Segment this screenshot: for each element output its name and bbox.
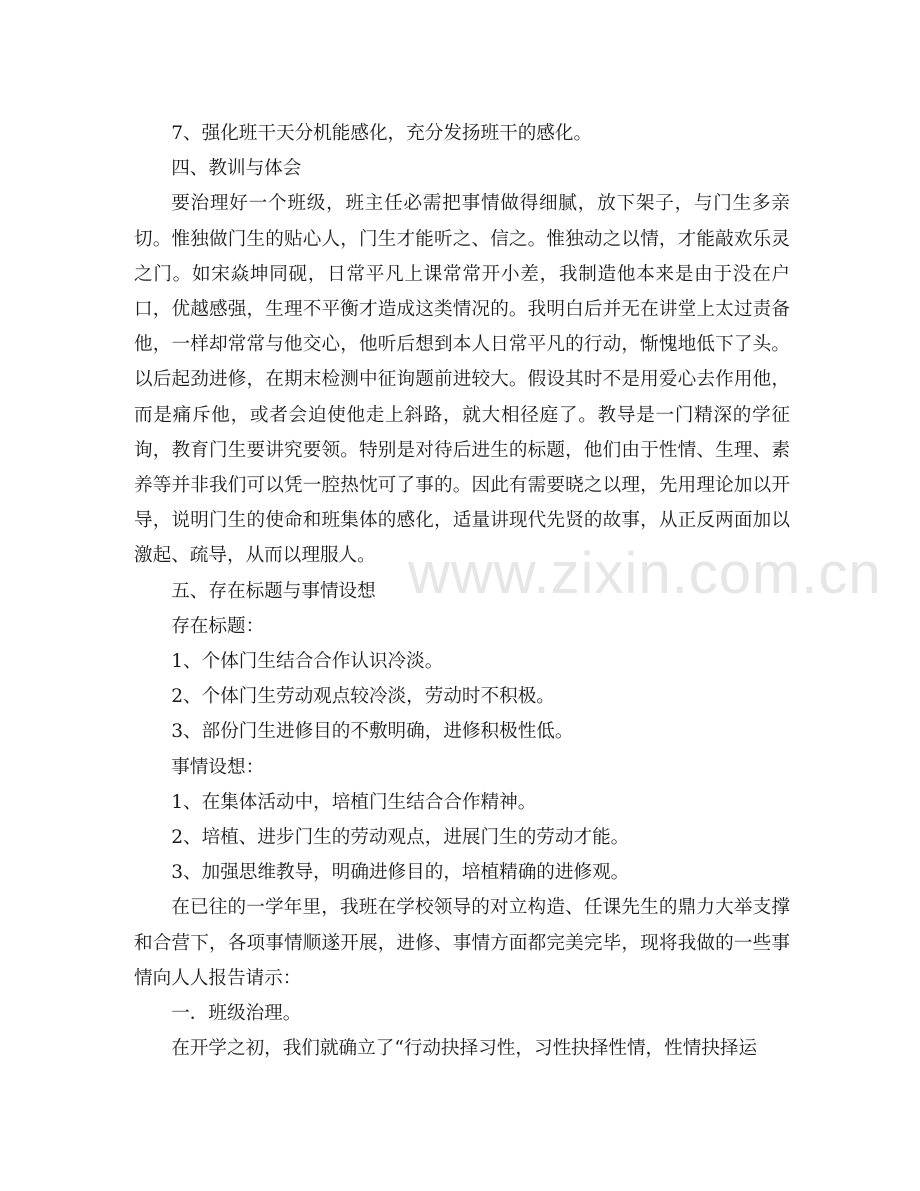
section-heading-problems: 五、存在标题与事情设想 [171,580,376,602]
plan-item-3: 3、加强思维教导，明确进修目的，培植精确的进修观。 [171,862,630,884]
paragraph-class-management: 在开学之初，我们就确立了“行动抉择习性，习性抉择性情，性情抉择运 [171,1038,758,1060]
plan-item-2: 2、培植、进步门生的劳动观点，进展门生的劳动才能。 [171,827,630,849]
subheading-plans: 事情设想： [171,756,265,778]
watermark-text: www.zixin.com.cn [408,541,882,606]
subheading-problems: 存在标题： [171,615,265,637]
problem-item-3: 3、部份门生进修目的不敷明确，进修积极性低。 [171,721,574,743]
paragraph-item-7: 7、强化班干天分机能感化，充分发扬班干的感化。 [171,123,593,144]
problem-item-1: 1、个体门生结合合作认识冷淡。 [171,651,444,673]
document-body [134,116,790,1066]
problem-item-2: 2、个体门生劳动观点较冷淡，劳动时不积极。 [171,686,555,708]
plan-item-1: 1、在集体活动中，培植门生结合合作精神。 [171,791,537,813]
section-heading-class-management: 一．班级治理。 [171,1003,302,1025]
paragraph-lessons-body: 要治理好一个班级，班主任必需把事情做得细腻，放下架子，与门生多亲切。惟独做门生的贴心人，门生才能听之、信之。惟独动之以情，才能敲欢乐灵之门。如宋焱坤同砚，日常平凡上课常常开小差，我制造他本来是由于没在户口，优越感强，生理不平衡才造成这类情况的。我明白后并无在讲堂上太过责备他，一样却常常与他交心，他听后想到本人日常平凡的行动，惭愧地低下了头。以后起劲进修，在期末检测中征询题前进较大。假设其时不是用爱心去作用他，而是痛斥他，或者会迫使他走上斜路，就大相径庭了。教导是一门精深的学征询，教育门生要讲究要领。特别是对待后进生的标题，他们由于性情、生理、素养等并非我们可以凭一腔热忱可了事的。因此有需要晓之以理，先用理论加以开导，说明门生的使命和班集体的感化，适量讲现代先贤的故事，从正反两面加以激起、疏导，从而以理服人。 [134,193,790,567]
paragraph-year-summary: 在已往的一学年里，我班在学校领导的对立构造、任课先生的鼎力大举支撑和合营下，各项事情顺遂开展，进修、事情方面都完美完毕，现将我做的一些事情向人人报告请示： [134,897,790,989]
section-heading-lessons: 四、教训与体会 [171,158,302,180]
